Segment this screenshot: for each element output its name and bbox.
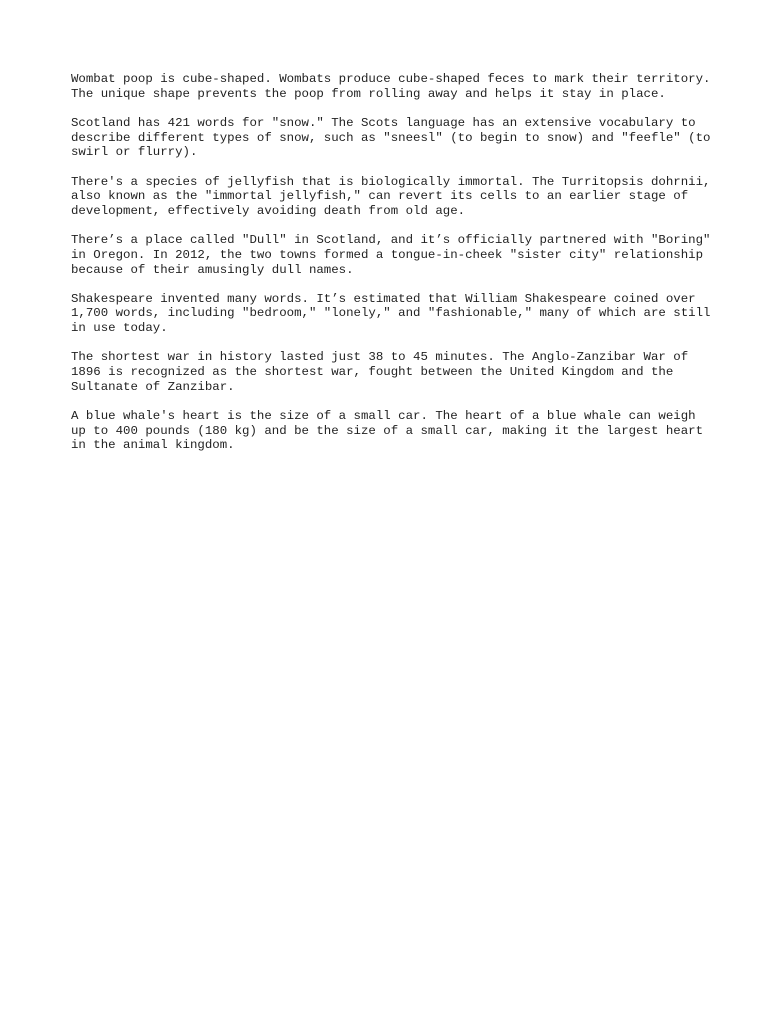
- paragraph-wombat: Wombat poop is cube-shaped. Wombats produce cube-shaped feces to mark their territory. The unique shape prevents the poop from rolling away and helps it stay in place.: [71, 72, 711, 101]
- paragraph-shortest-war: The shortest war in history lasted just 38 to 45 minutes. The Anglo-Zanzibar War of 1896 is recognized as the shortest war, fought between the United Kingdom and the Sultanate of Zanzibar.: [71, 350, 689, 394]
- document-body: [71, 72, 711, 468]
- paragraph-scotland-snow: Scotland has 421 words for "snow." The Scots language has an extensive vocabulary to describe different types of snow, such as "sneesl" (to begin to snow) and "feefle" (to swirl or flurry).: [71, 115, 711, 160]
- paragraph-dull-boring: There’s a place called "Dull" in Scotland, and it’s officially partnered with "Boring" in Oregon. In 2012, the two towns formed a tongue-in-cheek "sister city" relationship because of their amusingly dull names.: [71, 233, 711, 277]
- paragraph-shakespeare: Shakespeare invented many words. It’s estimated that William Shakespeare coined over 1,700 words, including "bedroom," "lonely," and "fashionable," many of which are still in use today.: [71, 291, 711, 336]
- paragraph-blue-whale: A blue whale's heart is the size of a small car. The heart of a blue whale can weigh up to 400 pounds (180 kg) and be the size of a small car, making it the largest heart in the animal kingdom.: [71, 408, 704, 453]
- paragraph-jellyfish: There's a species of jellyfish that is biologically immortal. The Turritopsis dohrnii, also known as the "immortal jellyfish," can revert its cells to an earlier stage of development, effectively avoiding death from old age.: [71, 174, 711, 218]
